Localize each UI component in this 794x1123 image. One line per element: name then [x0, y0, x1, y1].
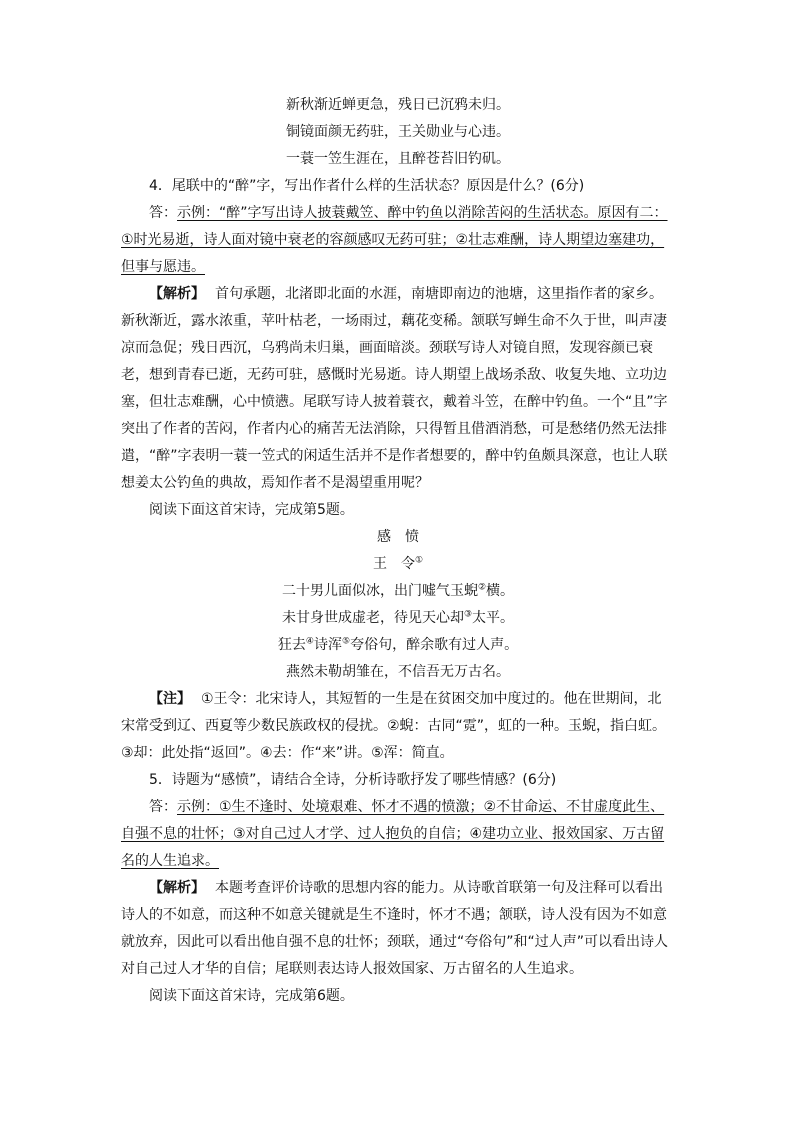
poem-2-line [121, 632, 675, 659]
note-marker: ⑤ [342, 636, 351, 647]
poem-2-line [121, 605, 675, 632]
poem-1-line: 新秋渐近蝉更急，残日已沉鸦未归。 [286, 97, 510, 113]
line-text: 夸俗句，醉余歌有过人声。 [350, 637, 519, 653]
answer-5 [121, 794, 675, 875]
poem-2 [121, 524, 675, 686]
reading-intro-5: 阅读下面这首宋诗，完成第5题。 [149, 502, 354, 518]
poem-1 [121, 92, 675, 173]
poem-1-line: 一蓑一笠生涯在，且醉苍苔旧钓矶。 [286, 151, 510, 167]
answer-prefix: 答： [149, 205, 177, 221]
poem-title: 感 愤 [377, 529, 419, 545]
author-name: 王 令 [372, 556, 415, 572]
answer-prefix: 答： [149, 799, 177, 815]
answer-4-text: 示例：“醉”字写出诗人披蓑戴笠、醉中钓鱼以消除苦闷的生活状态。原因有二：①时光易逝，诗人面对镜中衰老的容颜感叹无药可驻；②壮志难酬，诗人期望边塞建功，但事与愿违。 [121, 205, 668, 275]
analysis-label: 【解析】 [149, 880, 205, 896]
document-body [121, 92, 675, 1010]
reading-intro-6: 阅读下面这首宋诗，完成第6题。 [149, 988, 354, 1004]
line-text: 二十男儿面似冰，出门嘘气玉蜺 [281, 583, 478, 599]
notes-text: ①王令：北宋诗人，其短暂的一生是在贫困交加中度过的。他在世期间，北宋常受到辽、西夏等少数民族政权的侵扰。②蜺：古同“霓”，虹的一种。玉蜺，指白虹。③却：此处指“返回”。④去：作“来”讲。⑤浑：简直。 [121, 691, 667, 761]
question-5: 5．诗题为“感愤”，请结合全诗，分析诗歌抒发了哪些情感？(6分) [149, 772, 557, 788]
poem-1-line: 铜镜面颜无药驻，王关勋业与心违。 [286, 124, 510, 140]
analysis-4 [121, 281, 675, 497]
answer-5-text: 示例：①生不逢时、处境艰难、怀才不遇的愤激；②不甘命运、不甘虚度此生、自强不息的壮怀；③对自己过人才学、过人抱负的自信；④建功立业、报效国家、万古留名的人生追求。 [121, 799, 665, 869]
analysis-5 [121, 875, 675, 983]
question-4: 4．尾联中的“醉”字，写出作者什么样的生活状态？原因是什么？(6分) [149, 178, 585, 194]
line-text: 狂去 [277, 637, 306, 653]
poem-2-line [121, 578, 675, 605]
line-text: 未甘身世成虚老，待见天心却 [281, 610, 464, 626]
poem-author [121, 551, 675, 578]
line-text: 诗浑 [314, 637, 342, 653]
analysis-label: 【解析】 [149, 286, 205, 302]
poem-2-line: 燕然未勒胡雏在，不信吾无万古名。 [286, 664, 510, 680]
note-marker: ③ [463, 609, 473, 620]
analysis-5-text: 本题考查评价诗歌的思想内容的能力。从诗歌首联第一句及注释可以看出诗人的不如意，而这种不如意关键就是生不逢时，怀才不遇；颔联，诗人没有因为不如意就放弃，因此可以看出他自强不息的壮怀；颈联，通过“夸俗句”和“过人声”可以看出诗人对自己过人才华的自信；尾联则表达诗人报效国家、万古留名的人生追求。 [121, 880, 669, 977]
note-marker: ④ [305, 636, 314, 647]
note-marker: ② [477, 582, 487, 593]
note-marker: ① [414, 555, 424, 566]
line-text: 太平。 [472, 610, 515, 626]
poem-notes [121, 686, 675, 767]
answer-4 [121, 200, 675, 281]
notes-label: 【注】 [149, 691, 191, 707]
line-text: 横。 [486, 583, 515, 599]
analysis-4-text: 首句承题，北渚即北面的水涯，南塘即南边的池塘，这里指作者的家乡。新秋渐近，露水浓重，苹叶枯老，一场雨过，藕花变稀。颔联写蝉生命不久于世，叫声凄凉而急促；残日西沉，乌鸦尚未归巢，画面暗淡。颈联写诗人对镜自照，发现容颜已衰老，想到青春已逝，无药可驻，感慨时光易逝。诗人期望上战场杀敌、收复失地、立功边塞，但壮志难酬，心中愤懑。尾联写诗人披着蓑衣，戴着斗笠，在醉中钓鱼。一个“且”字突出了作者的苦闷，作者内心的痛苦无法消除，只得暂且借酒消愁，可是愁绪仍然无法排遣，“醉”字表明一蓑一笠式的闲适生活并不是作者想要的，醉中钓鱼颇具深意，也让人联想姜太公钓鱼的典故，焉知作者不是渴望重用呢？ [121, 286, 668, 491]
